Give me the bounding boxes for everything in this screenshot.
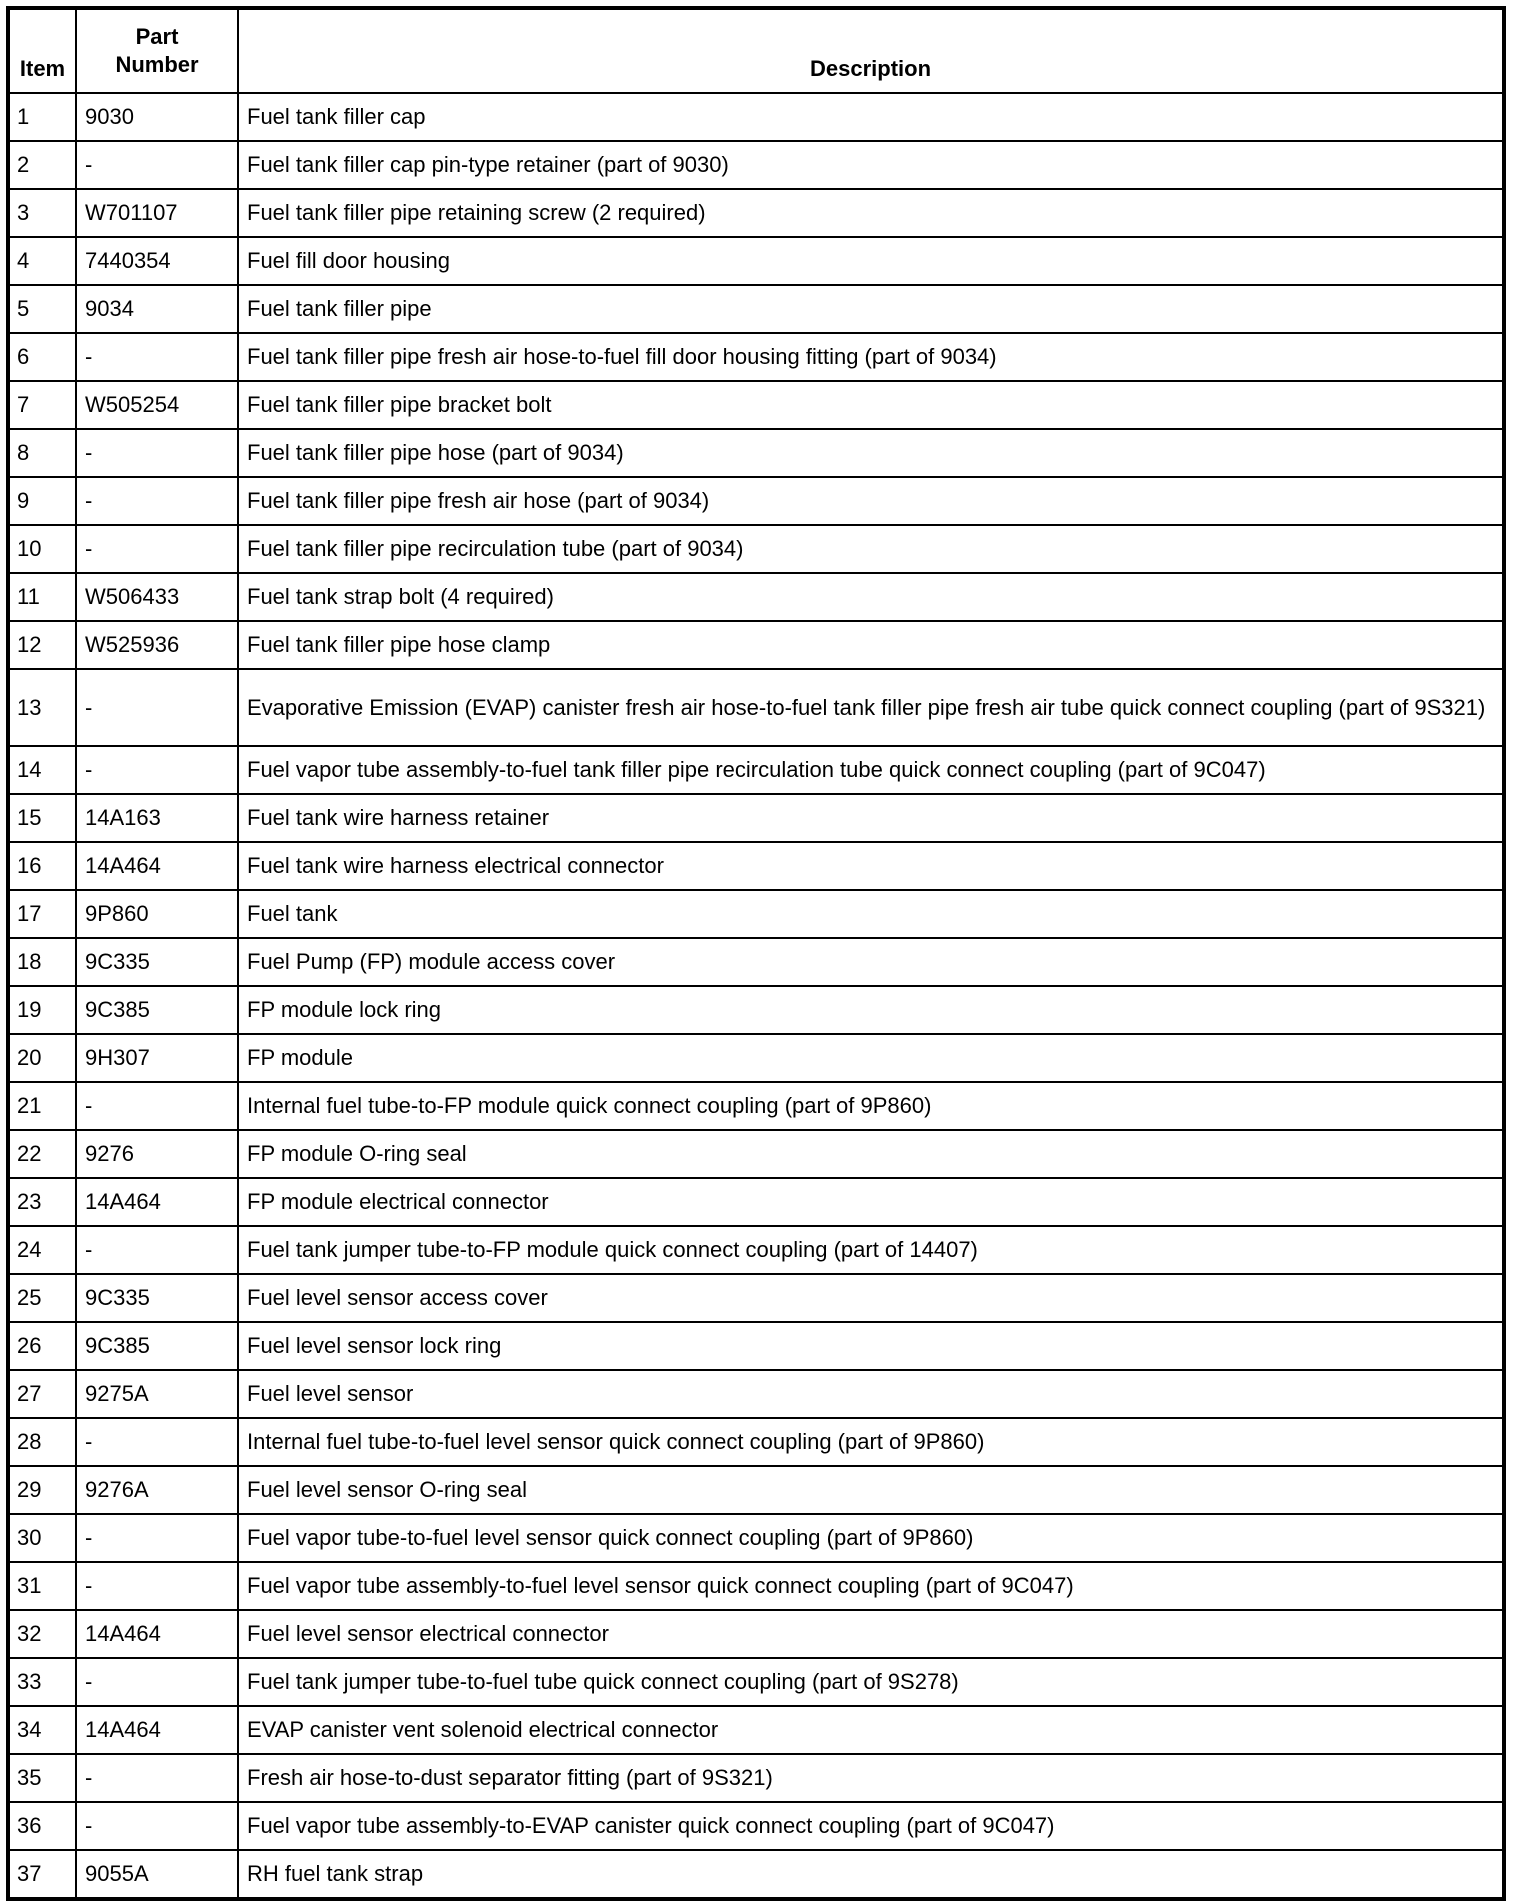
item-number: 7 [8,381,76,429]
description: Fuel tank filler pipe retaining screw (2 required) [238,189,1504,237]
item-number: 22 [8,1130,76,1178]
item-number: 27 [8,1370,76,1418]
item-number: 11 [8,573,76,621]
table-row [8,1274,1504,1322]
table-row [8,525,1504,573]
part-number: 14A464 [76,1706,238,1754]
part-number: - [76,1514,238,1562]
part-number: - [76,429,238,477]
description: Fuel level sensor electrical connector [238,1610,1504,1658]
item-number: 37 [8,1850,76,1899]
part-number: 9H307 [76,1034,238,1082]
description: Fuel vapor tube assembly-to-EVAP canister quick connect coupling (part of 9C047) [238,1802,1504,1850]
table-row [8,794,1504,842]
part-number: - [76,1418,238,1466]
item-number: 8 [8,429,76,477]
table-row [8,237,1504,285]
description: Fuel tank filler pipe fresh air hose (part of 9034) [238,477,1504,525]
description: Fuel tank [238,890,1504,938]
table-row [8,1802,1504,1850]
part-number: - [76,1082,238,1130]
description: Fuel fill door housing [238,237,1504,285]
part-number: - [76,525,238,573]
description: Fuel level sensor access cover [238,1274,1504,1322]
part-number: 9034 [76,285,238,333]
description: Internal fuel tube-to-fuel level sensor quick connect coupling (part of 9P860) [238,1418,1504,1466]
description: FP module [238,1034,1504,1082]
part-number: W701107 [76,189,238,237]
table-row [8,1178,1504,1226]
item-number: 31 [8,1562,76,1610]
item-number: 15 [8,794,76,842]
description: FP module electrical connector [238,1178,1504,1226]
table-row [8,669,1504,746]
table-row [8,1034,1504,1082]
table-row [8,1754,1504,1802]
description: Fuel tank filler pipe [238,285,1504,333]
item-number: 3 [8,189,76,237]
part-number: 9C335 [76,938,238,986]
item-number: 5 [8,285,76,333]
item-number: 28 [8,1418,76,1466]
table-row [8,1418,1504,1466]
table-row [8,986,1504,1034]
part-number: W505254 [76,381,238,429]
item-number: 19 [8,986,76,1034]
part-number: 9276 [76,1130,238,1178]
description: Fuel tank filler cap pin-type retainer (part of 9030) [238,141,1504,189]
item-number: 26 [8,1322,76,1370]
table-row [8,1322,1504,1370]
header-part-number-line1: Part [135,24,179,49]
part-number: 14A464 [76,1610,238,1658]
table-row [8,141,1504,189]
table-row [8,1130,1504,1178]
part-number: 9055A [76,1850,238,1899]
description: Fuel vapor tube assembly-to-fuel level sensor quick connect coupling (part of 9C047) [238,1562,1504,1610]
item-number: 4 [8,237,76,285]
part-number: - [76,1754,238,1802]
description: EVAP canister vent solenoid electrical connector [238,1706,1504,1754]
item-number: 30 [8,1514,76,1562]
part-number: 9C335 [76,1274,238,1322]
item-number: 1 [8,93,76,141]
part-number: W506433 [76,573,238,621]
table-row [8,890,1504,938]
table-row [8,189,1504,237]
description: Fuel tank filler pipe hose clamp [238,621,1504,669]
description: Fuel tank filler pipe bracket bolt [238,381,1504,429]
description: Fuel vapor tube assembly-to-fuel tank filler pipe recirculation tube quick connect coupling (part of 9C047) [238,746,1504,794]
table-row [8,1466,1504,1514]
part-number: W525936 [76,621,238,669]
description: Fuel tank jumper tube-to-fuel tube quick connect coupling (part of 9S278) [238,1658,1504,1706]
part-number: 7440354 [76,237,238,285]
table-row [8,746,1504,794]
table-body [8,93,1504,1899]
table-row [8,1226,1504,1274]
table-row [8,477,1504,525]
header-description: Description [238,8,1504,93]
table-row [8,938,1504,986]
table-row [8,93,1504,141]
description: Fuel tank filler pipe fresh air hose-to-fuel fill door housing fitting (part of 9034) [238,333,1504,381]
table-row [8,285,1504,333]
item-number: 29 [8,1466,76,1514]
part-number: 14A464 [76,842,238,890]
description: Fuel tank jumper tube-to-FP module quick connect coupling (part of 14407) [238,1226,1504,1274]
part-number: - [76,746,238,794]
part-number: 14A163 [76,794,238,842]
part-number: - [76,477,238,525]
table-row [8,1850,1504,1899]
item-number: 10 [8,525,76,573]
table-row [8,573,1504,621]
item-number: 33 [8,1658,76,1706]
part-number: - [76,1658,238,1706]
part-number: - [76,141,238,189]
table-row [8,842,1504,890]
item-number: 12 [8,621,76,669]
table-row [8,1562,1504,1610]
table-row [8,1514,1504,1562]
part-number: - [76,333,238,381]
description: Fuel level sensor O-ring seal [238,1466,1504,1514]
item-number: 13 [8,669,76,746]
item-number: 14 [8,746,76,794]
item-number: 20 [8,1034,76,1082]
description: FP module lock ring [238,986,1504,1034]
description: FP module O-ring seal [238,1130,1504,1178]
header-part-number [76,8,238,93]
table-row [8,1658,1504,1706]
item-number: 36 [8,1802,76,1850]
description: Fresh air hose-to-dust separator fitting (part of 9S321) [238,1754,1504,1802]
item-number: 16 [8,842,76,890]
item-number: 6 [8,333,76,381]
table-row [8,333,1504,381]
description: Evaporative Emission (EVAP) canister fresh air hose-to-fuel tank filler pipe fresh air tube quick connect coupling (part of 9S321) [238,669,1504,746]
part-number: 14A464 [76,1178,238,1226]
description: Fuel vapor tube-to-fuel level sensor quick connect coupling (part of 9P860) [238,1514,1504,1562]
header-part-number-line2: Number [115,52,199,77]
description: Fuel tank filler pipe recirculation tube (part of 9034) [238,525,1504,573]
item-number: 21 [8,1082,76,1130]
description: Fuel tank wire harness retainer [238,794,1504,842]
description: Fuel Pump (FP) module access cover [238,938,1504,986]
part-number: - [76,1226,238,1274]
description: Fuel tank filler pipe hose (part of 9034) [238,429,1504,477]
description: Fuel level sensor [238,1370,1504,1418]
item-number: 23 [8,1178,76,1226]
table-row [8,621,1504,669]
part-number: 9P860 [76,890,238,938]
item-number: 35 [8,1754,76,1802]
part-number: - [76,669,238,746]
part-number: 9C385 [76,1322,238,1370]
part-number: 9C385 [76,986,238,1034]
part-number: 9275A [76,1370,238,1418]
part-number: 9030 [76,93,238,141]
part-number: 9276A [76,1466,238,1514]
parts-table [6,6,1506,1901]
part-number: - [76,1802,238,1850]
part-number: - [76,1562,238,1610]
item-number: 32 [8,1610,76,1658]
description: Fuel tank strap bolt (4 required) [238,573,1504,621]
table-row [8,1610,1504,1658]
item-number: 18 [8,938,76,986]
description: Fuel tank wire harness electrical connector [238,842,1504,890]
table-row [8,1370,1504,1418]
table-row [8,1706,1504,1754]
item-number: 2 [8,141,76,189]
item-number: 9 [8,477,76,525]
table-row [8,429,1504,477]
header-item: Item [8,8,76,93]
description: Internal fuel tube-to-FP module quick connect coupling (part of 9P860) [238,1082,1504,1130]
header-row [8,8,1504,93]
item-number: 24 [8,1226,76,1274]
item-number: 25 [8,1274,76,1322]
description: RH fuel tank strap [238,1850,1504,1899]
table-row [8,1082,1504,1130]
item-number: 34 [8,1706,76,1754]
table-row [8,381,1504,429]
description: Fuel level sensor lock ring [238,1322,1504,1370]
item-number: 17 [8,890,76,938]
description: Fuel tank filler cap [238,93,1504,141]
